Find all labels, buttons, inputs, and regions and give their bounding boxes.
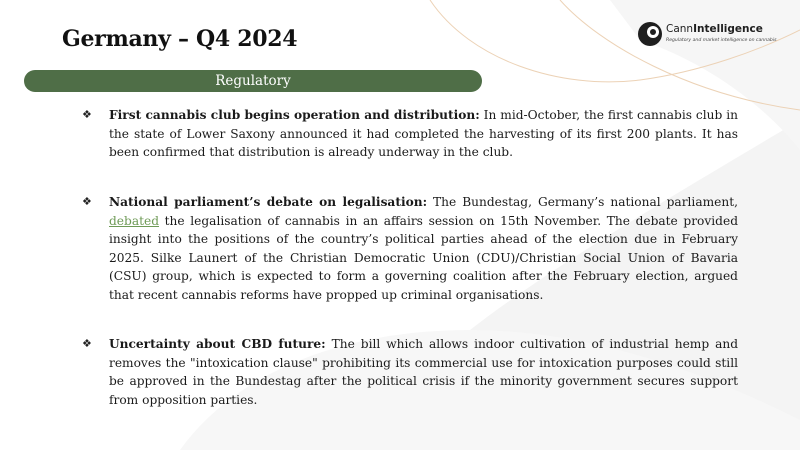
bullet-body: The bill which allows indoor cultivation of industrial hemp and removes the "intoxication clause" prohibiting its commercial use for intoxication purposes could still be approved in the Bundestag after the political crisis if the minority government secures support from opposition parties. xyxy=(109,337,739,407)
debated-link[interactable]: debated xyxy=(109,213,159,228)
bullet-body-after: the legalisation of cannabis in an affairs session on 15th November. The debate provided insight into the positions of the country’s political parties ahead of the election due in February 2025. Silke Launert of the Christian Democratic Union (CDU)/Christian Social Union of Bavaria (CSU) group, which is expected to form a governing coalition after the February election, argued that recent cannabis reforms have propped up criminal organisations. xyxy=(109,213,738,302)
logo-name xyxy=(666,23,763,35)
logo-tagline: Regulatory and market intelligence on cannabis xyxy=(666,38,777,43)
section-label: Regulatory xyxy=(215,73,291,89)
bullet-text xyxy=(109,106,738,162)
bullet-text xyxy=(109,335,738,409)
logo-name-light: Cann xyxy=(666,23,694,35)
logo-name-bold: Intelligence xyxy=(693,23,763,35)
section-bar xyxy=(24,70,482,92)
bullet-body: In mid-October, the first cannabis club in the state of Lower Saxony announced it had completed the harvesting of its first 200 plants. It has been confirmed that distribution is already underway in the club. xyxy=(109,108,738,160)
bullet-diamond-icon: ❖ xyxy=(82,337,92,350)
bullet-text xyxy=(109,193,738,305)
cannintelligence-logo-icon xyxy=(637,21,663,47)
bullet-lead: First cannabis club begins operation and distribution: xyxy=(109,108,480,122)
bullet-diamond-icon: ❖ xyxy=(82,195,92,208)
slide-title: Germany – Q4 2024 xyxy=(62,26,298,52)
bullet-lead: National parliament’s debate on legalisation: xyxy=(109,195,428,209)
cannintelligence-logo xyxy=(637,21,797,49)
bullet-diamond-icon: ❖ xyxy=(82,108,92,121)
bullet-lead: Uncertainty about CBD future: xyxy=(109,337,326,351)
bullet-body-before: The Bundestag, Germany’s national parliament, xyxy=(427,195,738,209)
